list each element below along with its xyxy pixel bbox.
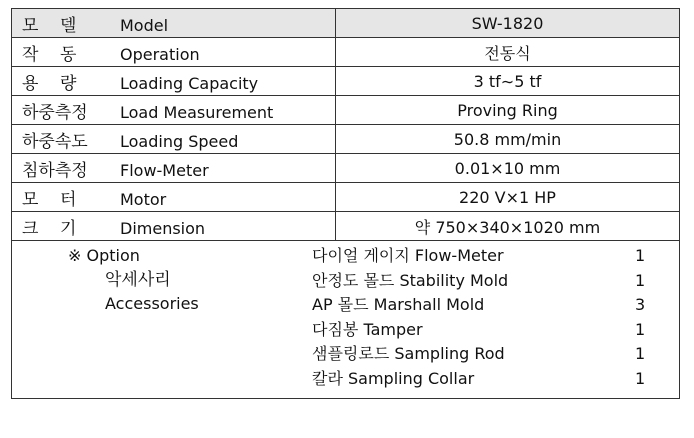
spec-value: SW-1820 [336, 9, 680, 38]
spec-label-en: Loading Speed [120, 131, 239, 151]
option-item-name: 다이얼 게이지 Flow-Meter [312, 246, 504, 265]
spec-value: 3 tf∼5 tf [336, 67, 680, 96]
option-list [312, 244, 667, 391]
option-item [312, 244, 667, 269]
spec-row [12, 96, 680, 125]
option-item-qty: 1 [635, 246, 646, 265]
spec-label-en: Loading Capacity [120, 73, 259, 93]
option-item-qty: 3 [635, 295, 646, 314]
option-item-name: 다짐봉 Tamper [312, 319, 423, 339]
spec-value: 전동식 [336, 38, 680, 67]
option-item-name: 샘플링로드 Sampling Rod [312, 344, 505, 363]
spec-label-en: Load Measurement [120, 102, 274, 122]
spec-label-ko: 모 델 [22, 15, 77, 36]
spec-value: 220 V×1 HP [336, 183, 680, 212]
option-item [312, 318, 667, 343]
spec-row [12, 212, 680, 241]
spec-label-en: Operation [120, 44, 200, 64]
spec-row [12, 67, 680, 96]
spec-label-en: Motor [120, 189, 167, 209]
spec-label-ko: 하중측정 [22, 102, 88, 123]
spec-label-ko: 침하측정 [22, 160, 88, 181]
spec-value: 50.8 mm/min [336, 125, 680, 154]
spec-label-ko: 작 동 [22, 44, 77, 65]
option-title-en: Accessories [105, 294, 199, 313]
spec-value: 약 750×340×1020 mm [336, 212, 680, 241]
spec-header-row [12, 9, 680, 38]
option-item [312, 269, 667, 294]
option-item-qty: 1 [635, 319, 646, 339]
spec-label-ko: 크 기 [22, 218, 77, 239]
option-heading [12, 244, 302, 316]
option-item-name: 안정도 몰드 Stability Mold [312, 270, 509, 290]
spec-label-ko: 하중속도 [22, 131, 88, 152]
spec-value: 0.01×10 mm [336, 154, 680, 183]
spec-label-en: Model [120, 15, 169, 35]
option-cell [12, 241, 680, 399]
option-item-qty: 1 [635, 368, 646, 388]
spec-row [12, 38, 680, 67]
spec-label-en: Dimension [120, 218, 206, 238]
spec-value: Proving Ring [336, 96, 680, 125]
option-item-qty: 1 [635, 270, 646, 290]
spec-row [12, 154, 680, 183]
option-item [312, 367, 667, 392]
option-item-name: 칼라 Sampling Collar [312, 368, 475, 388]
spec-table [11, 8, 680, 399]
spec-row [12, 125, 680, 154]
option-row [12, 241, 680, 399]
spec-label-ko: 용 량 [22, 73, 77, 94]
spec-label-en: Flow-Meter [120, 160, 209, 180]
spec-label-ko: 모 터 [22, 189, 77, 210]
option-item [312, 342, 667, 367]
spec-label-cell [12, 9, 336, 38]
spec-row [12, 183, 680, 212]
option-mark: ※ Option [68, 246, 140, 265]
option-item-qty: 1 [635, 344, 646, 363]
option-title-ko: 악세사리 [105, 270, 171, 290]
option-item-name: AP 몰드 Marshall Mold [312, 295, 485, 314]
option-item [312, 293, 667, 318]
